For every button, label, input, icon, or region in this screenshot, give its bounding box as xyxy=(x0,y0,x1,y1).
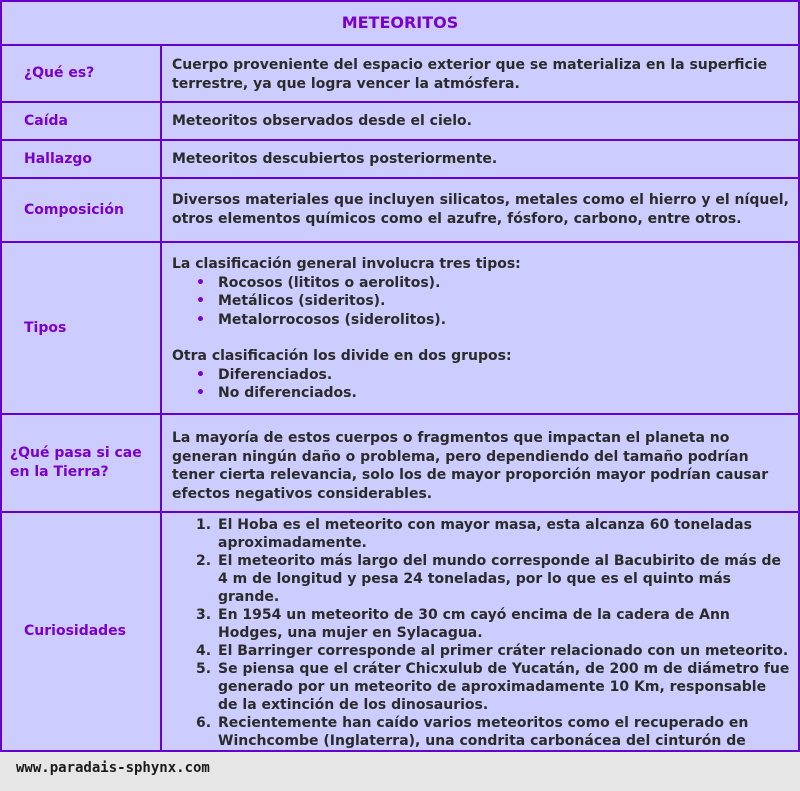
table-title: METEORITOS xyxy=(2,2,798,46)
list-item: • No diferenciados. xyxy=(218,384,790,403)
row-hallazgo xyxy=(2,141,798,179)
list-item: • Metalorrocosos (siderolitos). xyxy=(218,311,790,330)
row-text: Meteoritos descubiertos posteriormente. xyxy=(172,150,498,167)
row-label: Tipos xyxy=(2,243,162,413)
row-composicion xyxy=(2,179,798,243)
row-label: ¿Qué es? xyxy=(2,46,162,101)
list-item: Recientemente han caído varios meteoritos como el recuperado en Winchcombe (Inglaterra), una condrita carbonácea del cinturón de xyxy=(218,715,749,749)
curiosidades-content xyxy=(164,513,798,750)
tipos-list-general xyxy=(172,274,790,330)
list-item: El meteorito más largo del mundo corresponde al Bacubirito de más de 4 m de longitud y pesa 24 toneladas, por lo que es el quinto más grande. xyxy=(218,553,782,605)
tipos-content xyxy=(164,243,798,413)
curiosidades-list xyxy=(172,516,790,768)
list-item: Se piensa que el cráter Chicxulub de Yucatán, de 200 m de diámetro fue generado por un meteorito de aproximadamente 10 Km, responsable de la extinción de los dinosaurios. xyxy=(218,661,790,713)
row-text: Cuerpo proveniente del espacio exterior que se materializa en la superficie terrestre, ya que logra vencer la atmósfera. xyxy=(172,57,768,92)
row-que-es xyxy=(2,46,798,103)
list-item: El Barringer corresponde al primer cráter relacionado con un meteorito. xyxy=(218,643,789,659)
tipos-list-grupos xyxy=(172,366,790,403)
list-item: • Diferenciados. xyxy=(218,366,790,385)
row-text: Diversos materiales que incluyen silicatos, metales como el hierro y el níquel, otros elementos químicos como el azufre, fósforo, carbono, entre otros. xyxy=(172,192,789,227)
row-label: Caída xyxy=(2,103,162,139)
footer-website: www.paradais-sphynx.com xyxy=(16,760,210,776)
row-label: ¿Qué pasa si cae en la Tierra? xyxy=(2,415,162,511)
row-caida xyxy=(2,103,798,141)
row-que-pasa xyxy=(2,415,798,513)
row-label: Curiosidades xyxy=(2,513,162,750)
tipos-intro-general: La clasificación general involucra tres tipos: xyxy=(172,256,521,272)
footer-bar xyxy=(0,752,800,791)
row-label: Hallazgo xyxy=(2,141,162,177)
tipos-intro-grupos: Otra clasificación los divide en dos grupos: xyxy=(172,348,512,364)
row-text: Meteoritos observados desde el cielo. xyxy=(172,112,472,129)
row-curiosidades xyxy=(2,513,798,750)
row-tipos xyxy=(2,243,798,415)
list-item: • Metálicos (sideritos). xyxy=(218,292,790,311)
list-item: El Hoba es el meteorito con mayor masa, esta alcanza 60 toneladas aproximadamente. xyxy=(218,517,752,551)
row-text: La mayoría de estos cuerpos o fragmentos que impactan el planeta no generan ningún daño o problema, pero dependiendo del tamaño podrían tener cierta relevancia, solo los de mayor proporción mayor podrían causar efectos negativos considerables. xyxy=(172,430,769,502)
row-label: Composición xyxy=(2,179,162,241)
list-item: • Rocosos (lititos o aerolitos). xyxy=(218,274,790,293)
list-item: En 1954 un meteorito de 30 cm cayó encima de la cadera de Ann Hodges, una mujer en Sylacagua. xyxy=(218,607,730,641)
